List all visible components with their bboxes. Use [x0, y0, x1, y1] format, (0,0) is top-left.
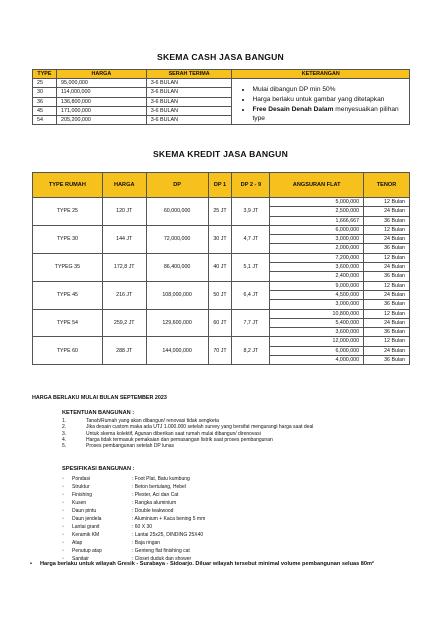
- spesifikasi-label: Penutup atap: [72, 548, 102, 554]
- credit-tenor-cell: 12 Bulan: [364, 253, 410, 262]
- credit-tenor-cell: 12 Bulan: [364, 309, 410, 318]
- cash-cell: 3-6 BULAN: [146, 79, 232, 88]
- credit-angsuran-cell: 1,666,667: [270, 216, 364, 225]
- credit-dp2-cell: 8,2 JT: [232, 337, 270, 365]
- cash-cell: 95,000,000: [56, 79, 146, 88]
- credit-type-cell: TYPE 25: [33, 198, 103, 226]
- checkbox-bullet-icon: ▫: [62, 476, 64, 482]
- spesifikasi-label: Kusen: [72, 500, 87, 506]
- credit-dp1-cell: 70 JT: [208, 337, 232, 365]
- credit-harga-cell: 172,8 JT: [102, 253, 146, 281]
- credit-tenor-cell: 24 Bulan: [364, 235, 410, 244]
- credit-row: [33, 309, 410, 318]
- cash-note-free-design: [252, 105, 405, 123]
- cash-cell: 45: [33, 106, 57, 115]
- credit-type-cell: TYPE 45: [33, 281, 103, 309]
- cash-cell: 36: [33, 97, 57, 106]
- credit-dp1-cell: 50 JT: [208, 281, 232, 309]
- cash-cell: 54: [33, 116, 57, 125]
- credit-tenor-cell: 36 Bulan: [364, 244, 410, 253]
- credit-tenor-cell: 36 Bulan: [364, 356, 410, 365]
- cash-cell: 30: [33, 88, 57, 97]
- cash-cell: 114,000,000: [56, 88, 146, 97]
- credit-tenor-cell: 36 Bulan: [364, 216, 410, 225]
- credit-header-tenor: TENOR: [364, 173, 410, 198]
- spesifikasi-item: [62, 491, 362, 499]
- credit-angsuran-cell: 3,000,000: [270, 300, 364, 309]
- cash-scheme-table: [32, 69, 410, 125]
- checkbox-bullet-icon: ▫: [62, 532, 64, 538]
- checkbox-bullet-icon: ▫: [62, 492, 64, 498]
- credit-tenor-cell: 12 Bulan: [364, 225, 410, 234]
- cash-cell: 205,200,000: [56, 116, 146, 125]
- spesifikasi-title: SPESIFIKASI BANGUNAN :: [62, 466, 135, 472]
- cash-cell: 3-6 BULAN: [146, 106, 232, 115]
- checkbox-bullet-icon: ▫: [62, 508, 64, 514]
- ketentuan-number: 1.: [62, 418, 67, 424]
- spesifikasi-label: Struktur: [72, 484, 90, 490]
- credit-angsuran-cell: 7,200,000: [270, 253, 364, 262]
- credit-angsuran-cell: 4,500,000: [270, 290, 364, 299]
- spesifikasi-value: : Plester, Aci dan Cat: [132, 492, 179, 498]
- footer-text: Harga berlaku untuk wilayah Gresik - Surabaya - Sidoarjo. Diluar wilayah tersebut minimal volume pembangunan seluas 80m²: [40, 561, 374, 567]
- cash-cell: 136,800,000: [56, 97, 146, 106]
- credit-angsuran-cell: 12,000,000: [270, 337, 364, 346]
- spesifikasi-value: : Closet duduk dan shower: [132, 556, 192, 562]
- checkbox-bullet-icon: ▫: [62, 540, 64, 546]
- credit-angsuran-cell: 4,000,000: [270, 356, 364, 365]
- cash-note-suffix: menyesuaikan pilihan type: [252, 106, 399, 123]
- spesifikasi-value: : Foot Plat, Batu kumbung: [132, 476, 190, 482]
- ketentuan-text: Tanah/Rumah yang akan dibangun/ renovasi tidak sengketa: [86, 418, 219, 424]
- cash-cell: 3-6 BULAN: [146, 88, 232, 97]
- spesifikasi-value: : Rangka aluminium: [132, 500, 177, 506]
- spesifikasi-label: Daun jendela: [72, 516, 102, 522]
- credit-type-cell: TYPE 54: [33, 309, 103, 337]
- credit-tenor-cell: 36 Bulan: [364, 328, 410, 337]
- credit-angsuran-cell: 3,600,000: [270, 328, 364, 337]
- credit-scheme-table: [32, 172, 410, 365]
- credit-tenor-cell: 24 Bulan: [364, 346, 410, 355]
- credit-table-body: [33, 198, 410, 365]
- cash-header-harga: HARGA: [56, 70, 146, 79]
- credit-header-type: TYPE RUMAH: [33, 173, 103, 198]
- credit-dp-cell: 108,000,000: [146, 281, 208, 309]
- credit-angsuran-cell: 2,000,000: [270, 244, 364, 253]
- credit-tenor-cell: 12 Bulan: [364, 198, 410, 207]
- credit-harga-cell: 288 JT: [102, 337, 146, 365]
- credit-dp-cell: 60,000,000: [146, 198, 208, 226]
- spesifikasi-item: [62, 475, 362, 483]
- credit-harga-cell: 144 JT: [102, 225, 146, 253]
- credit-tenor-cell: 12 Bulan: [364, 281, 410, 290]
- credit-row: [33, 198, 410, 207]
- credit-angsuran-cell: 5,400,000: [270, 318, 364, 327]
- spesifikasi-label: Sanitair: [72, 556, 89, 562]
- spesifikasi-item: [62, 499, 362, 507]
- checkbox-bullet-icon: ▫: [62, 524, 64, 530]
- credit-harga-cell: 216 JT: [102, 281, 146, 309]
- spesifikasi-label: Daun pintu: [72, 508, 97, 514]
- bullet-icon: •: [30, 561, 32, 567]
- credit-angsuran-cell: 10,800,000: [270, 309, 364, 318]
- validity-note: HARGA BERLAKU MULAI BULAN SEPTEMBER 2023: [32, 395, 167, 401]
- spesifikasi-value: : Beton bertulang, Hebel: [132, 484, 186, 490]
- ketentuan-text: Jika desain custom maka ada UTJ 1.000.000 setelah survey yang bersifat mengurangi harga saat deal: [86, 424, 314, 431]
- credit-dp2-cell: 6,4 JT: [232, 281, 270, 309]
- credit-type-cell: TYPEG 35: [33, 253, 103, 281]
- credit-dp-cell: 129,600,000: [146, 309, 208, 337]
- cash-notes: [232, 79, 410, 125]
- spesifikasi-item: [62, 515, 362, 523]
- spesifikasi-label: Keramik KM: [72, 532, 100, 538]
- ketentuan-item: [62, 443, 412, 449]
- credit-angsuran-cell: 6,000,000: [270, 346, 364, 355]
- credit-dp1-cell: 40 JT: [208, 253, 232, 281]
- credit-header-dp1: DP 1: [208, 173, 232, 198]
- cash-cell: 25: [33, 79, 57, 88]
- spesifikasi-label: Pondasi: [72, 476, 91, 482]
- credit-dp1-cell: 60 JT: [208, 309, 232, 337]
- cash-cell: 3-6 BULAN: [146, 97, 232, 106]
- credit-harga-cell: 259,2 JT: [102, 309, 146, 337]
- cash-note: • Mulai dibangun DP min 50%: [252, 85, 405, 94]
- spesifikasi-item: [62, 531, 362, 539]
- spesifikasi-value: : 60 X 30: [132, 524, 153, 530]
- credit-row: [33, 337, 410, 346]
- credit-header-harga: HARGA: [102, 173, 146, 198]
- ketentuan-number: 4.: [62, 436, 67, 443]
- credit-tenor-cell: 36 Bulan: [364, 300, 410, 309]
- credit-dp2-cell: 5,1 JT: [232, 253, 270, 281]
- ketentuan-text: Untuk skema kolektif, Agunan diberikan saat rumah mulai dibangun/ direnovasi: [86, 430, 261, 437]
- credit-angsuran-cell: 6,000,000: [270, 225, 364, 234]
- spesifikasi-value: : Lantai 25x25, DINDING 25X40: [132, 532, 204, 538]
- credit-angsuran-cell: 2,400,000: [270, 272, 364, 281]
- credit-tenor-cell: 24 Bulan: [364, 207, 410, 216]
- checkbox-bullet-icon: ▫: [62, 484, 64, 490]
- cash-note: • Harga berlaku untuk gambar yang ditetapkan: [252, 95, 405, 104]
- ketentuan-number: 3.: [62, 430, 67, 437]
- credit-tenor-cell: 24 Bulan: [364, 263, 410, 272]
- spesifikasi-item: [62, 547, 362, 555]
- spesifikasi-item: [62, 539, 362, 547]
- cash-cell: 3-6 BULAN: [146, 116, 232, 125]
- spesifikasi-item: [62, 483, 362, 491]
- credit-tenor-cell: 12 Bulan: [364, 337, 410, 346]
- cash-header-serah-terima: SERAH TERIMA: [146, 70, 232, 79]
- checkbox-bullet-icon: ▫: [62, 548, 64, 554]
- credit-type-cell: TYPE 30: [33, 225, 103, 253]
- credit-header-dp: DP: [146, 173, 208, 198]
- credit-dp-cell: 144,000,000: [146, 337, 208, 365]
- spesifikasi-label: Lantai granit: [72, 524, 100, 530]
- credit-angsuran-cell: 9,000,000: [270, 281, 364, 290]
- checkbox-bullet-icon: ▫: [62, 500, 64, 506]
- ketentuan-text: Proses pembangunan setelah DP lunas: [86, 443, 175, 450]
- credit-tenor-cell: 36 Bulan: [364, 272, 410, 281]
- credit-header-dp2-9: DP 2 - 9: [232, 173, 270, 198]
- footer-note: [30, 560, 430, 568]
- ketentuan-text: Harga tidak termasuk pemakaian dan pemasangan listrik saat proses pembangunan: [86, 436, 273, 443]
- credit-dp1-cell: 30 JT: [208, 225, 232, 253]
- credit-row: [33, 225, 410, 234]
- spesifikasi-value: : Aluminium + Kaca bening 5 mm: [132, 516, 206, 522]
- credit-dp2-cell: 4,7 JT: [232, 225, 270, 253]
- spesifikasi-value: : Baja ringan: [132, 540, 161, 546]
- credit-dp2-cell: 3,9 JT: [232, 198, 270, 226]
- credit-tenor-cell: 24 Bulan: [364, 318, 410, 327]
- credit-header-angsuran: ANGSURAN FLAT: [270, 173, 364, 198]
- credit-dp2-cell: 7,7 JT: [232, 309, 270, 337]
- credit-harga-cell: 120 JT: [102, 198, 146, 226]
- cash-header-keterangan: KETERANGAN: [232, 70, 410, 79]
- credit-angsuran-cell: 5,000,000: [270, 198, 364, 207]
- cash-scheme-title: SKEMA CASH JASA BANGUN: [157, 52, 284, 62]
- spesifikasi-item: [62, 507, 362, 515]
- spesifikasi-value: : Double teakwood: [132, 508, 174, 514]
- credit-tenor-cell: 24 Bulan: [364, 290, 410, 299]
- ketentuan-number: 2.: [62, 424, 67, 431]
- ketentuan-number: 5.: [62, 443, 67, 450]
- credit-dp-cell: 72,000,000: [146, 225, 208, 253]
- spesifikasi-item: [62, 523, 362, 531]
- spesifikasi-label: Finishing: [72, 492, 93, 498]
- credit-type-cell: TYPE 60: [33, 337, 103, 365]
- ketentuan-list: [62, 418, 412, 449]
- cash-note-bold: Free Desain Denah Dalam: [252, 106, 334, 114]
- spesifikasi-list: [62, 475, 362, 563]
- credit-dp-cell: 86,400,000: [146, 253, 208, 281]
- credit-angsuran-cell: 3,600,000: [270, 263, 364, 272]
- spesifikasi-label: Atap: [72, 540, 83, 546]
- credit-row: [33, 281, 410, 290]
- credit-angsuran-cell: 3,000,000: [270, 235, 364, 244]
- checkbox-bullet-icon: ▫: [62, 516, 64, 522]
- ketentuan-title: KETENTUAN BANGUNAN :: [62, 410, 135, 416]
- credit-angsuran-cell: 2,500,000: [270, 207, 364, 216]
- credit-scheme-title: SKEMA KREDIT JASA BANGUN: [153, 149, 288, 159]
- credit-dp1-cell: 25 JT: [208, 198, 232, 226]
- checkbox-bullet-icon: ▫: [62, 556, 64, 562]
- spesifikasi-value: : Genteng flat finishing cat: [132, 548, 190, 554]
- cash-header-type: TYPE: [33, 70, 57, 79]
- credit-row: [33, 253, 410, 262]
- cash-cell: 171,000,000: [56, 106, 146, 115]
